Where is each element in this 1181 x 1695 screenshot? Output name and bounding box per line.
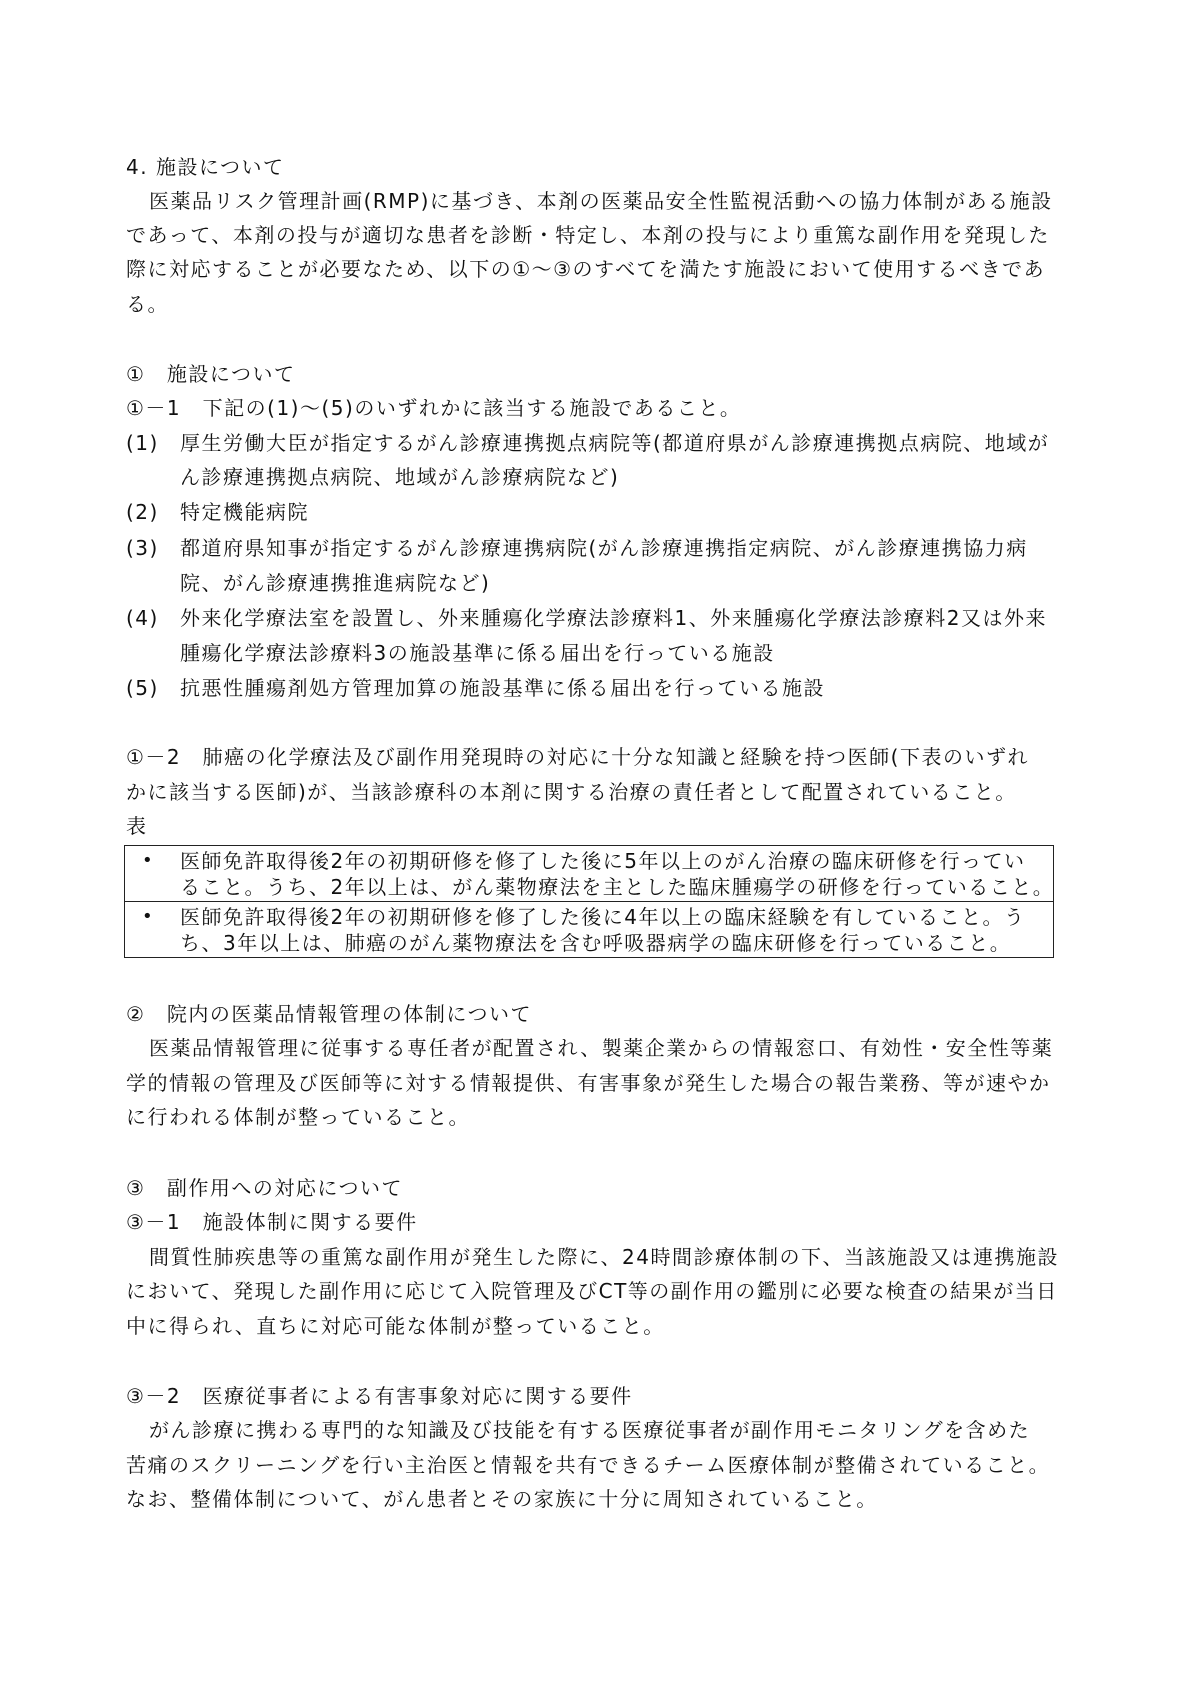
item-number: (1) (126, 431, 159, 455)
table-cell-line: ること。うち、2年以上は、がん薬物療法を主とした臨床腫瘍学の研修を行っていること。 (180, 875, 1055, 899)
table-cell-line: ち、3年以上は、肺癌のがん薬物療法を含む呼吸器病学の臨床研修を行っていること。 (180, 931, 1012, 955)
intro-line: 医薬品リスク管理計画(RMP)に基づき、本剤の医薬品安全性監視活動への協力体制がある施設 (149, 189, 1053, 213)
s3-sub2-title: ③－2 医療従事者による有害事象対応に関する要件 (126, 1384, 633, 1408)
item-line: 抗悪性腫瘍剤処方管理加算の施設基準に係る届出を行っている施設 (180, 676, 825, 700)
table-row (125, 846, 1053, 902)
item-line: 特定機能病院 (180, 500, 309, 524)
bullet-icon: • (142, 850, 153, 871)
s3-sub2-line: 苦痛のスクリーニングを行い主治医と情報を共有できるチーム医療体制が整備されていること。 (126, 1453, 1051, 1477)
intro-line: であって、本剤の投与が適切な患者を診断・特定し、本剤の投与により重篤な副作用を発現した (126, 223, 1050, 247)
intro-line: 際に対応することが必要なため、以下の①～③のすべてを満たす施設において使用するべきであ (126, 257, 1046, 281)
s3-sub2-line: がん診療に携わる専門的な知識及び技能を有する医療従事者が副作用モニタリングを含めた (149, 1418, 1031, 1442)
criteria-table (124, 845, 1054, 958)
s2-body-line: 学的情報の管理及び医師等に対する情報提供、有害事象が発生した場合の報告業務、等が速やか (126, 1071, 1051, 1095)
item-number: (3) (126, 536, 159, 560)
table-cell-line: 医師免許取得後2年の初期研修を修了した後に5年以上のがん治療の臨床研修を行ってい (180, 849, 1026, 873)
item-line: 都道府県知事が指定するがん診療連携病院(がん診療連携指定病院、がん診療連携協力病 (180, 536, 1028, 560)
s3-sub1-line: 間質性肺疾患等の重篤な副作用が発生した際に、24時間診療体制の下、当該施設又は連携施設 (149, 1245, 1059, 1269)
item-line: 外来化学療法室を設置し、外来腫瘍化学療法診療料1、外来腫瘍化学療法診療料2又は外来 (180, 606, 1047, 630)
table-cell-line: 医師免許取得後2年の初期研修を修了した後に4年以上の臨床経験を有していること。う (180, 905, 1026, 929)
s1-sub1: ①－1 下記の(1)～(5)のいずれかに該当する施設であること。 (126, 396, 742, 420)
table-label: 表 (126, 814, 148, 838)
s3-sub1-line: 中に得られ、直ちに対応可能な体制が整っていること。 (126, 1314, 665, 1338)
item-line: 腫瘍化学療法診療料3の施設基準に係る届出を行っている施設 (180, 641, 775, 665)
item-line: 厚生労働大臣が指定するがん診療連携拠点病院等(都道府県がん診療連携拠点病院、地域が (180, 431, 1050, 455)
s1-sub2-line: ①－2 肺癌の化学療法及び副作用発現時の対応に十分な知識と経験を持つ医師(下表のいずれ (126, 745, 1029, 769)
s3-sub2-line: なお、整備体制について、がん患者とその家族に十分に周知されていること。 (126, 1487, 878, 1511)
item-number: (5) (126, 676, 159, 700)
bullet-icon: • (142, 906, 153, 927)
intro-line: る。 (126, 292, 169, 316)
s2-body-line: 医薬品情報管理に従事する専任者が配置され、製薬企業からの情報窓口、有効性・安全性等薬 (149, 1036, 1054, 1060)
s1-title: ① 施設について (126, 362, 296, 386)
item-line: ん診療連携拠点病院、地域がん診療病院など) (180, 465, 620, 489)
s1-sub2-line: かに該当する医師)が、当該診療科の本剤に関する治療の責任者として配置されていること。 (126, 780, 1017, 804)
item-number: (4) (126, 606, 159, 630)
table-row (125, 901, 1053, 958)
item-number: (2) (126, 500, 159, 524)
section-title: 4. 施設について (126, 155, 285, 179)
s3-sub1-line: において、発現した副作用に応じて入院管理及びCT等の副作用の鑑別に必要な検査の結果が当日 (126, 1279, 1058, 1303)
s3-title: ③ 副作用への対応について (126, 1176, 404, 1200)
s2-body-line: に行われる体制が整っていること。 (126, 1105, 470, 1129)
item-line: 院、がん診療連携推進病院など) (180, 571, 491, 595)
s2-title: ② 院内の医薬品情報管理の体制について (126, 1002, 533, 1026)
s3-sub1-title: ③－1 施設体制に関する要件 (126, 1210, 418, 1234)
